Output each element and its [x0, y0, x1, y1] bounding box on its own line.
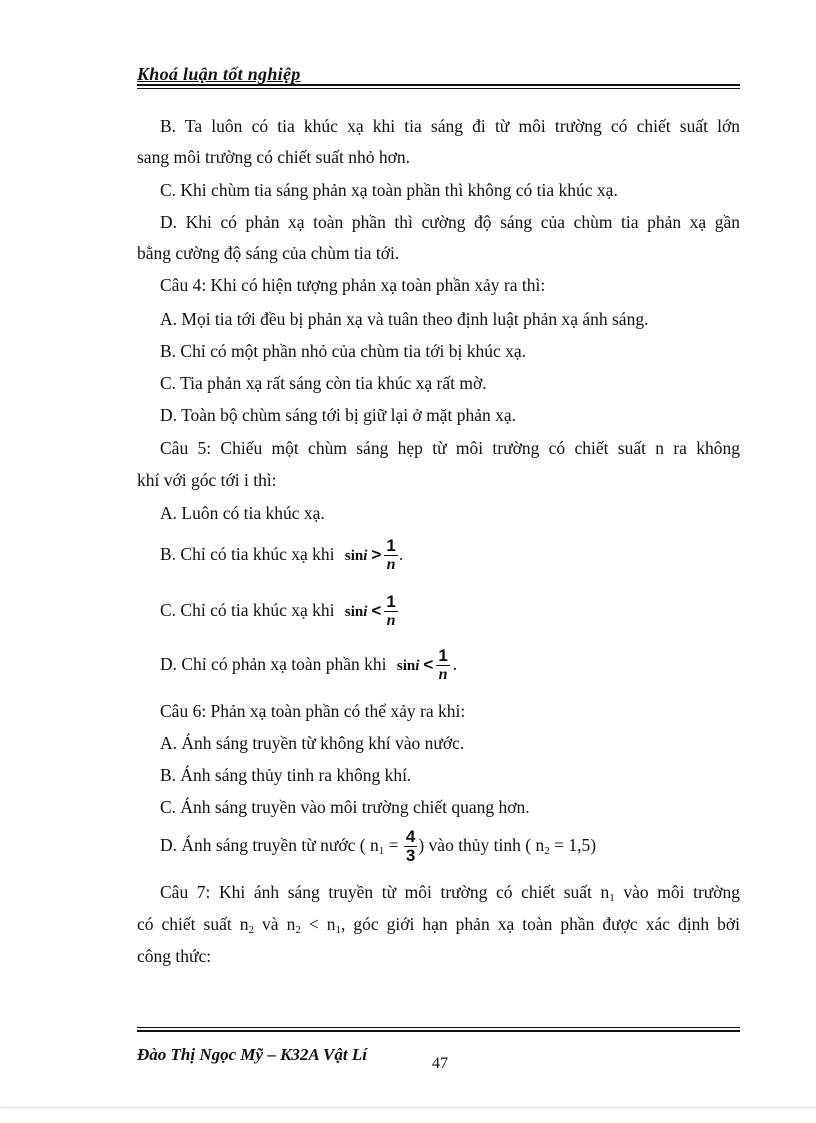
period: . — [452, 654, 458, 674]
q7-text-e: < n — [308, 914, 336, 934]
angle-i: i — [363, 604, 368, 620]
header-rule-thick — [137, 84, 740, 86]
footer-rule-thick — [137, 1030, 740, 1032]
option-d-prefix: D. Ánh sáng truyền từ nước ( — [160, 835, 366, 855]
page-header-title: Khoá luận tốt nghiệp — [137, 64, 301, 84]
q7-text-d: và n — [262, 914, 296, 934]
n-letter: n — [535, 835, 545, 855]
period: . — [398, 544, 404, 564]
fraction-one-over-n — [384, 537, 397, 574]
page-bottom-dotted-border — [0, 1107, 816, 1108]
question-7-line-2 — [137, 913, 740, 941]
subscript-2: 2 — [544, 845, 550, 857]
q7-text-b: vào môi trường — [623, 882, 741, 902]
question-6-option-c: C. Ánh sáng truyền vào môi trường chiết quang hơn. — [160, 797, 530, 817]
option-d-line-2: bằng cường độ sáng của chùm tia tới. — [137, 243, 400, 263]
question-7-line-1 — [160, 881, 740, 909]
option-b-line-1: B. Ta luôn có tia khúc xạ khi tia sáng đi từ môi trường có chiết suất lớn — [160, 116, 740, 136]
fraction-denominator: n — [386, 612, 396, 630]
question-6: Câu 6: Phản xạ toàn phần có thể xảy ra khi: — [160, 701, 466, 721]
footer-author: Đào Thị Ngọc Mỹ – K32A Vật Lí — [137, 1045, 367, 1064]
greater-than: > — [371, 545, 382, 564]
option-b-text: B. Chỉ có tia khúc xạ khi — [160, 544, 335, 564]
q7-text-c: có chiết suất n — [137, 914, 249, 934]
subscript-1: 1 — [609, 892, 615, 904]
sin-i-expression — [345, 548, 368, 564]
angle-i: i — [363, 548, 368, 564]
less-than: < — [371, 601, 382, 620]
header-rule-thin — [137, 88, 740, 89]
fraction-denominator: n — [386, 556, 396, 574]
question-4-option-a: A. Mọi tia tới đều bị phản xạ và tuân theo định luật phản xạ ánh sáng. — [160, 309, 649, 329]
question-5-option-a: A. Luôn có tia khúc xạ. — [160, 503, 325, 523]
question-5-option-d — [160, 646, 457, 684]
angle-i: i — [415, 658, 420, 674]
question-4-option-b: B. Chỉ có một phần nhỏ của chùm tia tới bị khúc xạ. — [160, 341, 526, 361]
fraction-numerator: 1 — [386, 592, 396, 612]
fraction-numerator: 1 — [438, 646, 448, 666]
question-7-line-3: công thức: — [137, 946, 212, 966]
question-4: Câu 4: Khi có hiện tượng phản xạ toàn phần xảy ra thì: — [160, 275, 546, 295]
option-c: C. Khi chùm tia sáng phản xạ toàn phần thì không có tia khúc xạ. — [160, 180, 618, 200]
question-5-line-2: khí với góc tới i thì: — [137, 470, 277, 490]
fraction-one-over-n — [436, 647, 449, 684]
question-6-option-b: B. Ánh sáng thủy tinh ra không khí. — [160, 765, 412, 785]
question-5-option-b — [160, 536, 403, 574]
question-4-option-c: C. Tia phản xạ rất sáng còn tia khúc xạ rất mờ. — [160, 373, 487, 393]
n-letter: n — [370, 835, 379, 855]
sin-i-expression — [397, 658, 420, 674]
fraction-denominator: 3 — [405, 846, 416, 866]
question-5-option-c — [160, 592, 399, 630]
equals-sign: = — [388, 835, 399, 855]
less-than: < — [423, 655, 434, 674]
sin-label: sin — [344, 548, 364, 564]
sin-i-expression — [345, 604, 368, 620]
q7-text-a: Câu 7: Khi ánh sáng truyền từ môi trường có chiết suất n — [160, 882, 610, 902]
q7-text-f: , góc giới hạn phản xạ toàn phần được xác định bởi — [340, 914, 740, 934]
fraction-numerator: 1 — [386, 536, 396, 556]
question-5-line-1: Câu 5: Chiếu một chùm sáng hẹp từ môi trường có chiết suất n ra không — [160, 438, 740, 458]
option-d-text: D. Chỉ có phản xạ toàn phần khi — [160, 654, 387, 674]
question-4-option-d: D. Toàn bộ chùm sáng tới bị giữ lại ở mặt phản xạ. — [160, 405, 516, 425]
sin-label: sin — [344, 604, 364, 620]
subscript-1: 1 — [335, 924, 341, 936]
question-6-option-a: A. Ánh sáng truyền từ không khí vào nước. — [160, 733, 465, 753]
subscript-2: 2 — [295, 924, 301, 936]
sin-label: sin — [396, 658, 416, 674]
question-6-option-d — [160, 826, 596, 870]
option-d-tail: = 1,5) — [554, 835, 597, 855]
n2-symbol — [535, 835, 549, 855]
page-number: 47 — [432, 1055, 448, 1072]
subscript-1: 1 — [378, 845, 385, 857]
fraction-denominator: n — [438, 666, 448, 684]
subscript-2: 2 — [248, 924, 255, 936]
fraction-four-thirds — [404, 828, 417, 865]
option-c-text: C. Chỉ có tia khúc xạ khi — [160, 600, 335, 620]
option-d-line-1: D. Khi có phản xạ toàn phần thì cường độ sáng của chùm tia phản xạ gần — [160, 212, 740, 232]
n1-symbol — [370, 835, 384, 855]
fraction-numerator: 4 — [405, 827, 416, 847]
footer-rule-thin — [137, 1027, 740, 1028]
fraction-one-over-n — [384, 593, 397, 630]
option-b-line-2: sang môi trường có chiết suất nhỏ hơn. — [137, 147, 410, 167]
option-d-middle: ) vào thủy tinh ( — [418, 835, 532, 855]
